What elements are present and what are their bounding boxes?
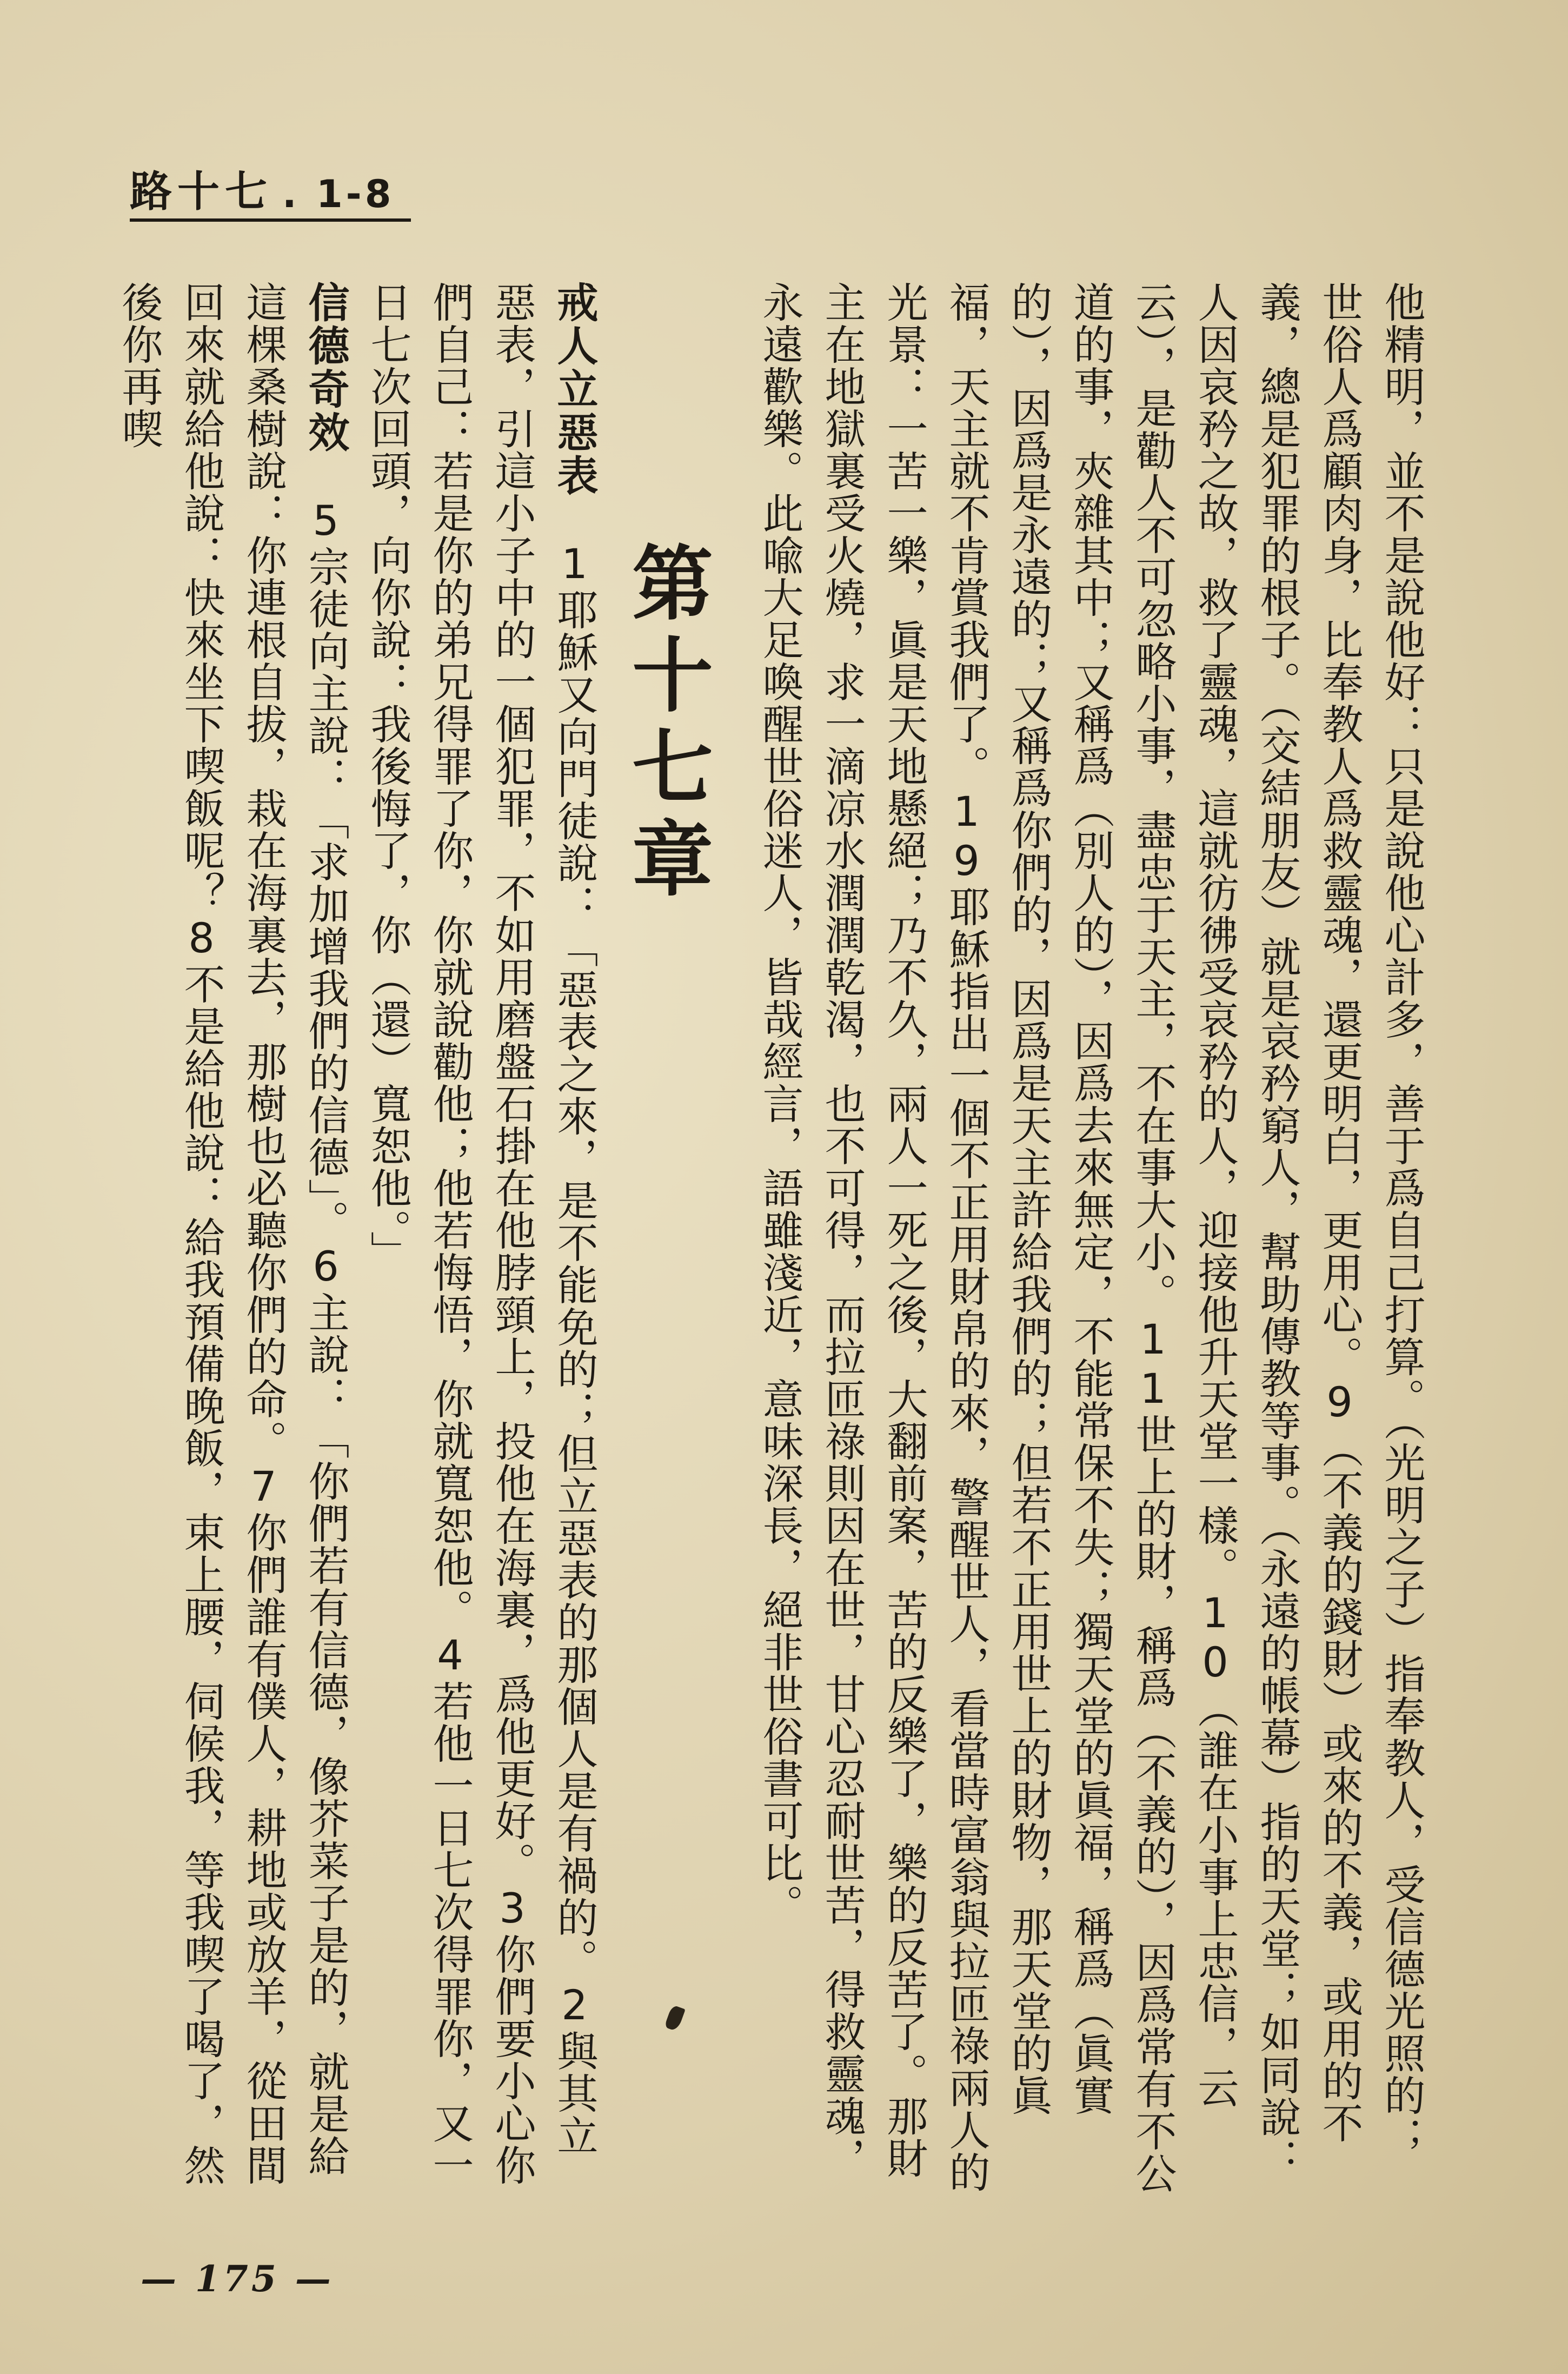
scripture-column xyxy=(115,281,606,2196)
section-text: 1耶穌又向門徒說：「惡表之來，是不能免的；但立惡表的那個人是有禍的。2與其立惡表，引這小子中的一個犯罪，不如用磨盤石掛在他脖頸上，投他在海裏，爲他更好。3你們要小心你們自己：若是你的弟兄得罪了你，你就說勸他；他若悔悟，你就寬恕他。4若他一日七次得罪你，又一日七次回頭，向你說：我後悔了，你（還）寬恕他。」 xyxy=(364,281,599,2186)
section-text: 5宗徒向主說：「求加增我們的信德」。6主說：「你們若有信德，像芥菜子是的，就是給這棵桑樹說：你連根自拔，栽在海裏去，那樹也必聽你們的命。7你們誰有僕人，耕地或放羊，從田間回來就給他說：快來坐下喫飯呢？8不是給他說：給我預備晚飯，束上腰，伺候我，等我喫了喝了，然後你再喫 xyxy=(115,281,350,2186)
chapter-title: 第十七章 xyxy=(618,541,712,909)
page-number: — 175 — xyxy=(141,2258,334,2300)
section-heading: 信德奇效 xyxy=(302,281,350,454)
header-book: 路十七 xyxy=(130,168,273,216)
section-heading: 戒人立惡表 xyxy=(550,281,599,498)
running-header xyxy=(130,162,411,222)
commentary-column: 他精明，並不是說他好：只是說他心計多，善于爲自己打算。（光明之子）指奉教人，受信德光照的；世俗人爲顧肉身，比奉教人爲救靈魂，還更明白，更用心。9（不義的錢財）或來的不義，或用的不義，總是犯罪的根子。（交結朋友）就是哀矜窮人，幫助傳教等事。（永遠的帳幕）指的天堂；如同說：人因哀矜之故，救了靈魂，這就彷彿受哀矜的人，迎接他升天堂一樣。10（誰在小事上忠信，云云），是勸人不可忽略小事，盡忠于天主，不在事大小。11世上的財，稱爲（不義的），因爲常有不公道的事，夾雜其中；又稱爲（別人的），因爲去來無定，不能常保不失；獨天堂的眞福，稱爲（眞實的），因爲是永遠的；又稱爲你們的，因爲是天主許給我們的；但若不正用世上的財物，那天堂的眞福，天主就不肯賞我們了。19耶穌指出一個不正用財帛的來，警醒世人，看當時富翁與拉匝祿兩人的光景：一苦一樂，眞是天地懸絕；乃不久，兩人一死之後，大翻前案，苦的反樂了，樂的反苦了。那財主在地獄裏受火燒，求一滴凉水潤潤乾渴，也不可得，而拉匝祿則因在世，甘心忍耐世苦，得救靈魂，永遠歡樂。此喩大足喚醒世俗迷人，皆哉經言，語雖淺近，意味深長，絕非世俗書可比。 xyxy=(756,281,1426,2194)
header-verse-range: . 1-8 xyxy=(282,172,395,216)
